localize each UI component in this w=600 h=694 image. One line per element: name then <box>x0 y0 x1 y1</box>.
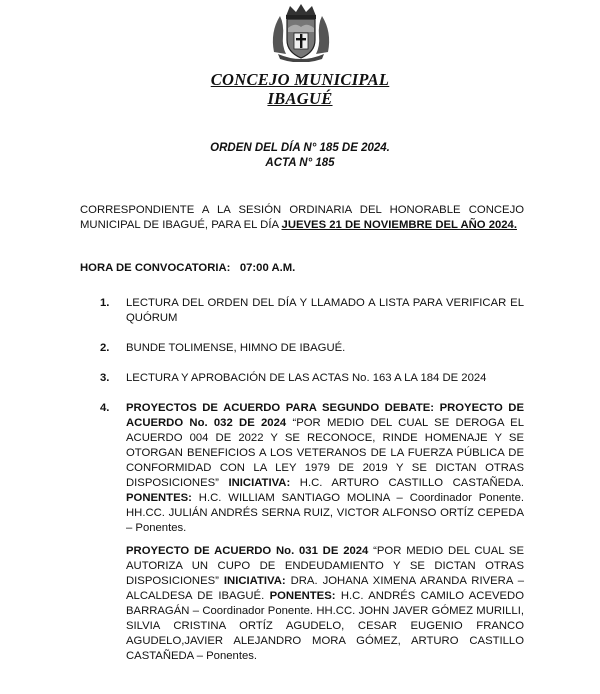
item-number: 3. <box>100 372 110 384</box>
item4-body: “POR MEDIO DEL CUAL SE DEROGA EL ACUERDO 004 DE 2022 Y SE RECONOCE, RINDE HOMENAJE Y SE OTORGAN BENEFICIOS A LOS VETERANOS DE LA FUERZA PÚBLICA DE CONFORMIDAD CON LA LEY 1979 DE 2019 Y SE DICTAN OTRAS DISPOSICIONES” <box>126 417 524 489</box>
item4-iniciativa-label: INICIATIVA: <box>228 477 291 489</box>
convocation-value: 07:00 A.M. <box>239 262 296 274</box>
item-number: 1. <box>100 297 110 309</box>
convocation-time <box>80 262 295 274</box>
coat-of-arms-icon <box>268 2 334 62</box>
intro-text: CORRESPONDIENTE A LA SESIÓN ORDINARIA DEL HONORABLE CONCEJO MUNICIPAL DE IBAGUÉ, PARA EL DÍA <box>80 204 524 231</box>
proyecto2-heading: PROYECTO DE ACUERDO No. 031 DE 2024 <box>126 545 369 557</box>
agenda-item-1 <box>100 296 524 326</box>
item4-ponentes: H.C. WILLIAM SANTIAGO MOLINA – Coordinador Ponente. HH.CC. JULIÁN ANDRÉS SERNA RUIZ, VICTOR ALFONSO ORTÍZ CEPEDA – Ponentes. <box>126 492 524 534</box>
item4-ponentes-label: PONENTES: <box>126 492 192 504</box>
city-title: IBAGUÉ <box>267 89 333 108</box>
convocation-label: HORA DE CONVOCATORIA: <box>80 262 231 274</box>
acta-number: ACTA N° 185 <box>265 157 335 169</box>
item4-iniciativa: H.C. ARTURO CASTILLO CASTAÑEDA. <box>290 477 524 489</box>
proyecto2-iniciativa: DRA. JOHANA XIMENA ARANDA RIVERA – ALCALDESA DE IBAGUÉ. <box>126 575 525 602</box>
item-text: LECTURA DEL ORDEN DEL DÍA Y LLAMADO A LISTA PARA VERIFICAR EL QUÓRUM <box>126 297 524 324</box>
agenda-item-4 <box>100 401 524 536</box>
order-number: ORDEN DEL DÍA N° 185 DE 2024. <box>210 142 390 154</box>
proyecto2-ponentes-label: PONENTES: <box>269 590 336 602</box>
item-number: 4. <box>100 402 110 414</box>
agenda-item-3 <box>100 371 524 386</box>
proyecto2-ponentes: H.C. ANDRÉS CAMILO ACEVEDO BARRAGÁN – Coordinador Ponente. HH.CC. JOHN JAVER GÓMEZ MURILLI, SILVIA CRISTINA ORTÍZ AGUDELO, CESAR EUGENIO FRANCO AGUDELO,JAVIER ALEJANDRO MORA GÓMEZ, ARTURO CASTILLO CASTAÑEDA – Ponentes. <box>126 590 524 662</box>
session-date: JUEVES 21 DE NOVIEMBRE DEL AÑO 2024. <box>281 219 517 231</box>
proyecto2-body: “POR MEDIO DEL CUAL SE AUTORIZA UN CUPO DE ENDEUDAMIENTO Y SE DICTAN OTRAS DISPOSICIONES” <box>126 545 525 587</box>
item-text: LECTURA Y APROBACIÓN DE LAS ACTAS No. 163 A LA 184 DE 2024 <box>126 372 487 384</box>
council-title: CONCEJO MUNICIPAL <box>210 70 390 89</box>
intro-paragraph <box>80 203 524 233</box>
item4-heading: PROYECTOS DE ACUERDO PARA SEGUNDO DEBATE: PROYECTO DE ACUERDO No. 032 DE 2024 <box>126 402 524 429</box>
agenda-item-2 <box>100 341 524 356</box>
item-text <box>126 401 524 536</box>
proyecto2-iniciativa-label: INICIATIVA: <box>223 575 286 587</box>
item-number: 2. <box>100 342 110 354</box>
item-text: BUNDE TOLIMENSE, HIMNO DE IBAGUÉ. <box>126 342 346 354</box>
proyecto-031 <box>126 544 524 664</box>
